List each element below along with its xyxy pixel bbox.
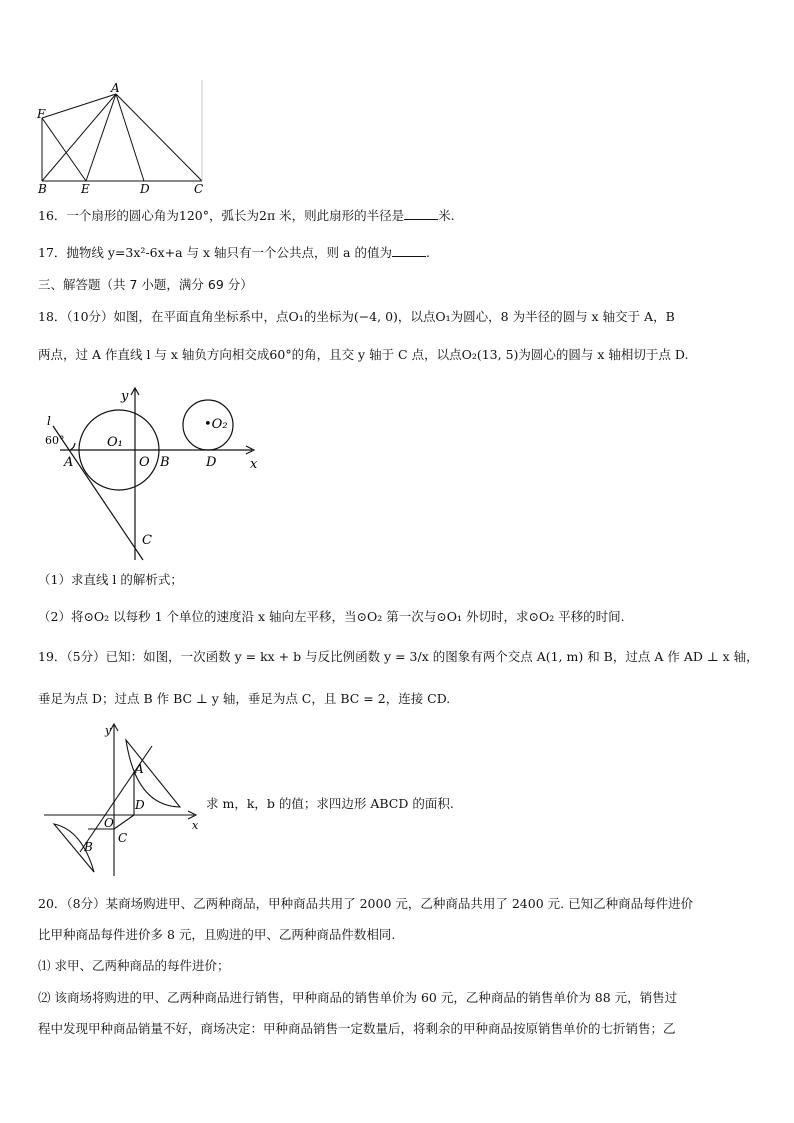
q19-line-1: 19．（5分）已知：如图，一次函数 y = kx + b 与反比例函数 y = 3/x 的图象有两个交点 A(1, m) 和 B，过点 A 作 AD ⊥ x 轴， [38, 649, 759, 664]
fig18-label-O1: O₁ [107, 435, 123, 450]
fig19-label-x: x [192, 819, 199, 832]
fig19-label-B: B [84, 840, 93, 854]
q17-answer-blank [392, 256, 426, 257]
coordinate-figure-q19 [44, 724, 204, 879]
q16-suffix: 米. [438, 208, 455, 223]
fig18-label-B: B [160, 455, 170, 470]
fig15-label-F: F [37, 107, 46, 121]
q18-line-1: 18．（10分）如图，在平面直角坐标系中，点O₁的坐标为(−4, 0)，以点O₁为圆心，8 为半径的圆与 x 轴交于 A，B [38, 309, 675, 324]
q16-text: 16．一个扇形的圆心角为120°，弧长为2π 米，则此扇形的半径是 [38, 208, 405, 223]
q17-text: 17．抛物线 y=3x²-6x+a 与 x 轴只有一个公共点，则 a 的值为 [38, 245, 392, 260]
fig19-label-y: y [105, 724, 112, 737]
fig18-label-A: A [64, 455, 74, 470]
fig15-label-D: D [140, 182, 150, 196]
q20-part-2-line-2: 程中发现甲种商品销量不好，商场决定：甲种商品销售一定数量后，将剩余的甲种商品按原销售单价的七折销售；乙 [38, 1021, 676, 1036]
q19-ask: 求 m，k，b 的值；求四边形 ABCD 的面积. [206, 796, 454, 811]
fig18-label-l: l [47, 414, 51, 428]
question-16 [38, 207, 764, 225]
fig15-label-C: C [194, 182, 204, 196]
section-3-title: 三、解答题（共 7 小题，满分 69 分） [38, 277, 253, 292]
q20-part-1: ⑴ 求甲、乙两种商品的每件进价； [38, 958, 230, 973]
q19-line-2: 垂足为点 D；过点 B 作 BC ⊥ y 轴，垂足为点 C，且 BC = 2，连接 CD. [38, 691, 451, 706]
fig19-label-C: C [118, 831, 128, 845]
fig18-label-60deg: 60° [45, 434, 65, 447]
fig18-label-x: x [250, 457, 258, 472]
geometry-figure-q15 [36, 80, 216, 195]
q18-line-2: 两点，过 A 作直线 l 与 x 轴负方向相交成60°的角，且交 y 轴于 C 点，以点O₂(13, 5)为圆心的圆与 x 轴相切于点 D. [38, 347, 689, 362]
fig18-label-y: y [121, 389, 129, 404]
fig15-label-B: B [38, 182, 47, 196]
q18-part-1: （1）求直线 l 的解析式； [38, 572, 183, 587]
fig15-segment-AD [116, 94, 144, 181]
q20-part-2-line-1: ⑵ 该商场将购进的甲、乙两种商品进行销售，甲种商品的销售单价为 60 元，乙种商品的销售单价为 88 元，销售过 [38, 990, 678, 1005]
q17-suffix: . [425, 245, 430, 260]
fig15-segment-AB [42, 94, 116, 181]
fig19-label-A: A [135, 762, 144, 776]
fig18-label-D: D [206, 455, 217, 470]
fig19-segment-CD [114, 815, 134, 829]
fig15-segment-AE [86, 94, 116, 181]
q20-line-1: 20．（8分）某商场购进甲、乙两种商品，甲种商品共用了 2000 元，乙种商品共用了 2400 元. 已知乙种商品每件进价 [38, 896, 694, 911]
fig15-segment-FE [42, 118, 86, 181]
fig15-segment-AC [116, 94, 202, 181]
fig18-line-l [53, 426, 143, 560]
fig18-label-C: C [142, 533, 152, 548]
q18-part-2: （2）将⊙O₂ 以每秒 1 个单位的速度沿 x 轴向左平移，当⊙O₂ 第一次与⊙O₁ 外切时，求⊙O₂ 平移的时间. [38, 609, 625, 624]
q16-answer-blank [404, 219, 438, 220]
fig15-segment-FA [42, 94, 116, 118]
coordinate-figure-q18 [40, 388, 270, 563]
fig19-label-O: O [104, 816, 114, 830]
fig19-label-D: D [135, 798, 145, 812]
fig18-label-O2: •O₂ [204, 417, 228, 432]
fig18-label-O: O [139, 455, 150, 470]
fig18-angle-mark [70, 443, 75, 450]
fig15-label-A: A [111, 81, 120, 95]
q20-line-2: 比甲种商品每件进价多 8 元，且购进的甲、乙两种商品件数相同. [38, 927, 396, 942]
fig15-label-E: E [81, 182, 90, 196]
question-17 [38, 244, 764, 262]
